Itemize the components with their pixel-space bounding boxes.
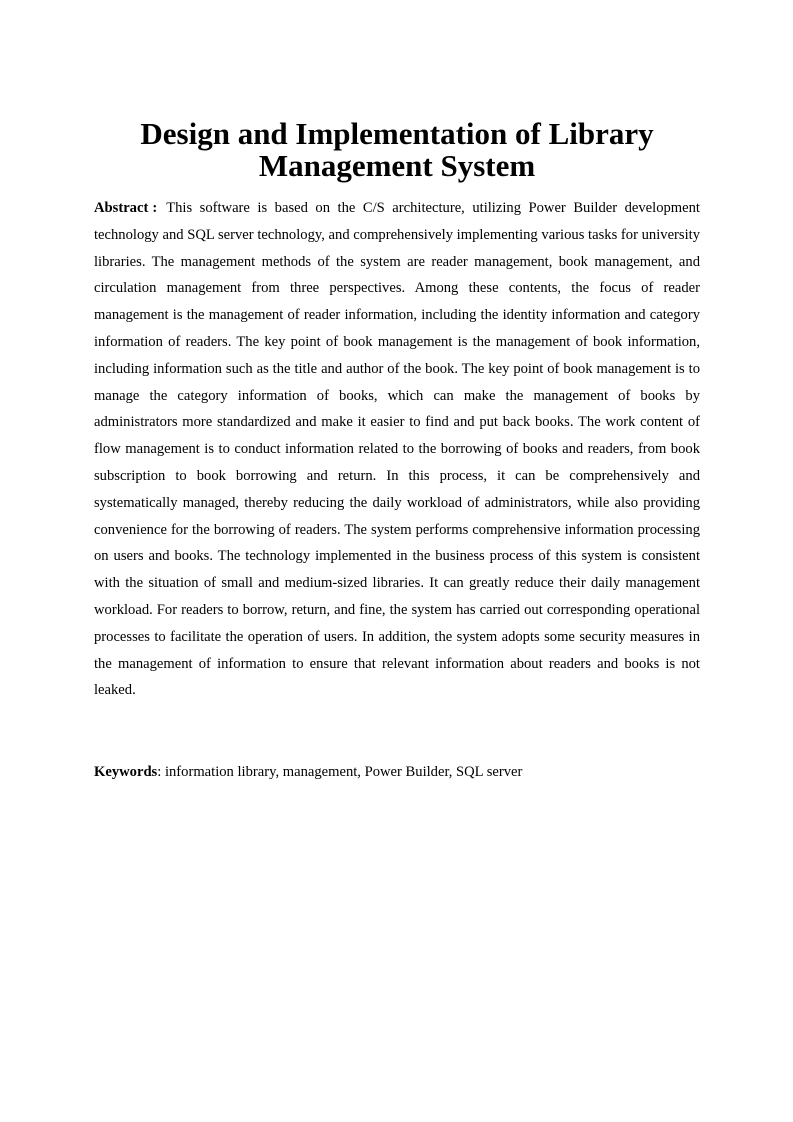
keywords-text: : information library, management, Power Builder, SQL server (157, 764, 523, 780)
abstract-text: This software is based on the C/S architecture, utilizing Power Builder development technology and SQL server technology, and comprehensively implementing various tasks for university libraries. The management methods of the system are reader management, book management, and circulation management from three perspectives. Among these contents, the focus of reader management is the management of reader information, including the identity information and category information of readers. The key point of book management is the management of book information, including information such as the title and author of the book. The key point of book management is to manage the category information of books, which can make the management of books by administrators more standardized and make it easier to find and put back books. The work content of flow management is to conduct information related to the borrowing of books and readers, from book subscription to book borrowing and return. In this process, it can be comprehensively and systematically managed, thereby reducing the daily workload of administrators, while also providing convenience for the borrowing of readers. The system performs comprehensive information processing on users and books. The technology implemented in the business process of this system is consistent with the situation of small and medium-sized libraries. It can greatly reduce their daily management workload. For readers to borrow, return, and fine, the system has carried out corresponding operational processes to facilitate the operation of users. In addition, the system adopts some security measures in the management of information to ensure that relevant information about readers and books is not leaked. (94, 200, 700, 699)
paper-title: Design and Implementation of Library Management System (140, 116, 654, 183)
abstract-label: Abstract (94, 200, 149, 216)
abstract-paragraph (94, 195, 700, 704)
abstract-colon: : (152, 200, 158, 216)
keywords-paragraph (94, 759, 700, 786)
keywords-label: Keywords (94, 764, 158, 780)
